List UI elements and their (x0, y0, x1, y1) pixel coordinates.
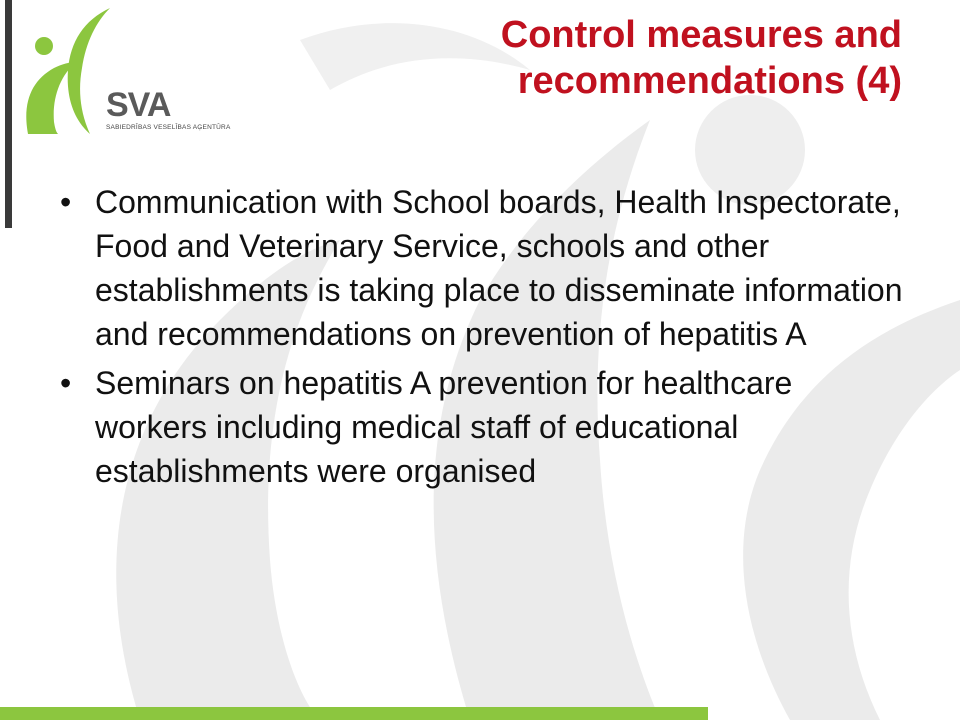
slide-title-line-1: Control measures and (500, 14, 902, 56)
bullet-list (58, 180, 908, 498)
bullet-text-2: Seminars on hepatitis A prevention for healthcare workers including medical staff of educational establishments were organised (95, 365, 793, 489)
bullet-text-1: Communication with School boards, Health Inspectorate, Food and Veterinary Service, schools and other establishments is taking place to disseminate information and recommendations on prevention of hepatitis A (95, 184, 903, 352)
logo-wordmark: SVA (106, 86, 171, 124)
bullet-item-1 (58, 180, 908, 356)
left-vertical-rule (5, 0, 12, 228)
logo-figure-arc (68, 8, 110, 134)
slide-title-line-2: recommendations (4) (517, 60, 902, 102)
bullet-dot-icon: • (60, 184, 72, 220)
bullet-dot-icon: • (60, 365, 72, 401)
bottom-accent-bar (0, 707, 708, 720)
logo-caption: SABIEDRĪBAS VESELĪBAS AĢENTŪRA (106, 124, 231, 131)
logo-figure-head (35, 37, 53, 55)
slide-title (302, 12, 902, 104)
sva-logo-graphic (14, 2, 244, 142)
bullet-item-2 (58, 361, 908, 493)
